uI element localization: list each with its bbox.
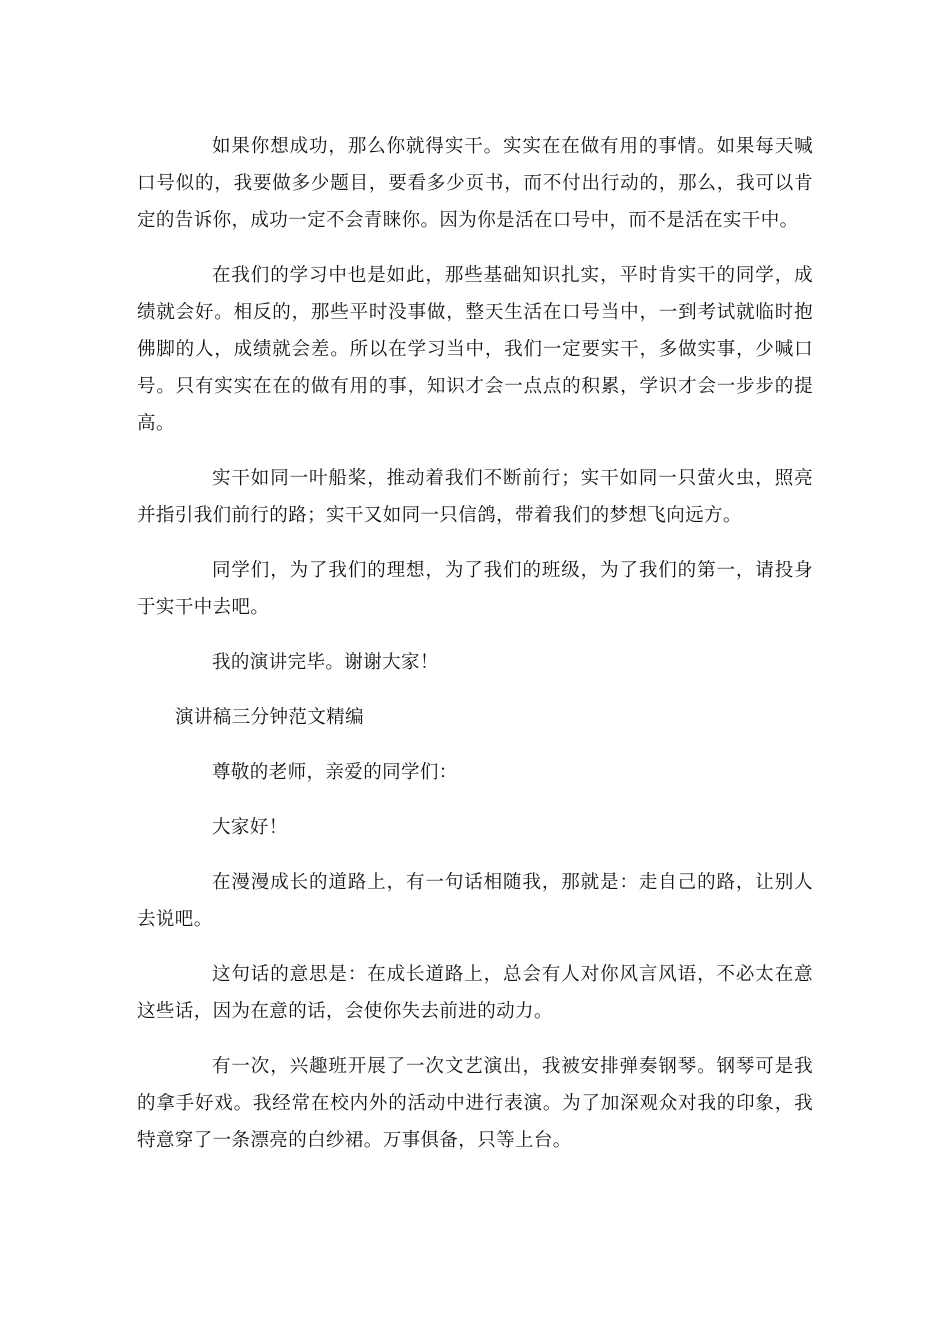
- paragraph-salutation: 尊敬的老师，亲爱的同学们：: [212, 762, 458, 783]
- paragraph-metaphor: 实干如同一叶船桨，推动着我们不断前行；实干如同一只萤火虫，照亮并指引我们前行的路；实干又如同一只信鸽，带着我们的梦想飞向远方。: [137, 468, 813, 526]
- paragraph-appeal: 同学们，为了我们的理想，为了我们的班级，为了我们的第一，请投身于实干中去吧。: [137, 560, 813, 618]
- paragraph-greeting: 大家好！: [212, 817, 288, 838]
- document-page: [137, 128, 813, 1177]
- paragraph-meaning: 这句话的意思是：在成长道路上，总会有人对你风言风语，不必太在意这些话，因为在意的话，会使你失去前进的动力。: [137, 964, 813, 1022]
- paragraph-motto: 在漫漫成长的道路上，有一句话相随我，那就是：走自己的路，让别人去说吧。: [137, 872, 813, 930]
- paragraph-story: 有一次，兴趣班开展了一次文艺演出，我被安排弹奏钢琴。钢琴可是我的拿手好戏。我经常在校内外的活动中进行表演。为了加深观众对我的印象，我特意穿了一条漂亮的白纱裙。万事俱备，只等上台。: [137, 1056, 813, 1151]
- paragraph-closing: 我的演讲完毕。谢谢大家！: [212, 652, 439, 673]
- paragraph-study: 在我们的学习中也是如此，那些基础知识扎实，平时肯实干的同学，成绩就会好。相反的，那些平时没事做，整天生活在口号当中，一到考试就临时抱佛脚的人，成绩就会差。所以在学习当中，我们一定要实干，多做实事，少喊口号。只有实实在在的做有用的事，知识才会一点点的积累，学识才会一步步的提高。: [137, 265, 813, 434]
- paragraph-success-action: 如果你想成功，那么你就得实干。实实在在做有用的事情。如果每天喊口号似的，我要做多少题目，要看多少页书，而不付出行动的，那么，我可以肯定的告诉你，成功一定不会青睐你。因为你是活在口号中，而不是活在实干中。: [137, 136, 813, 231]
- section-heading: 演讲稿三分钟范文精编: [175, 707, 365, 728]
